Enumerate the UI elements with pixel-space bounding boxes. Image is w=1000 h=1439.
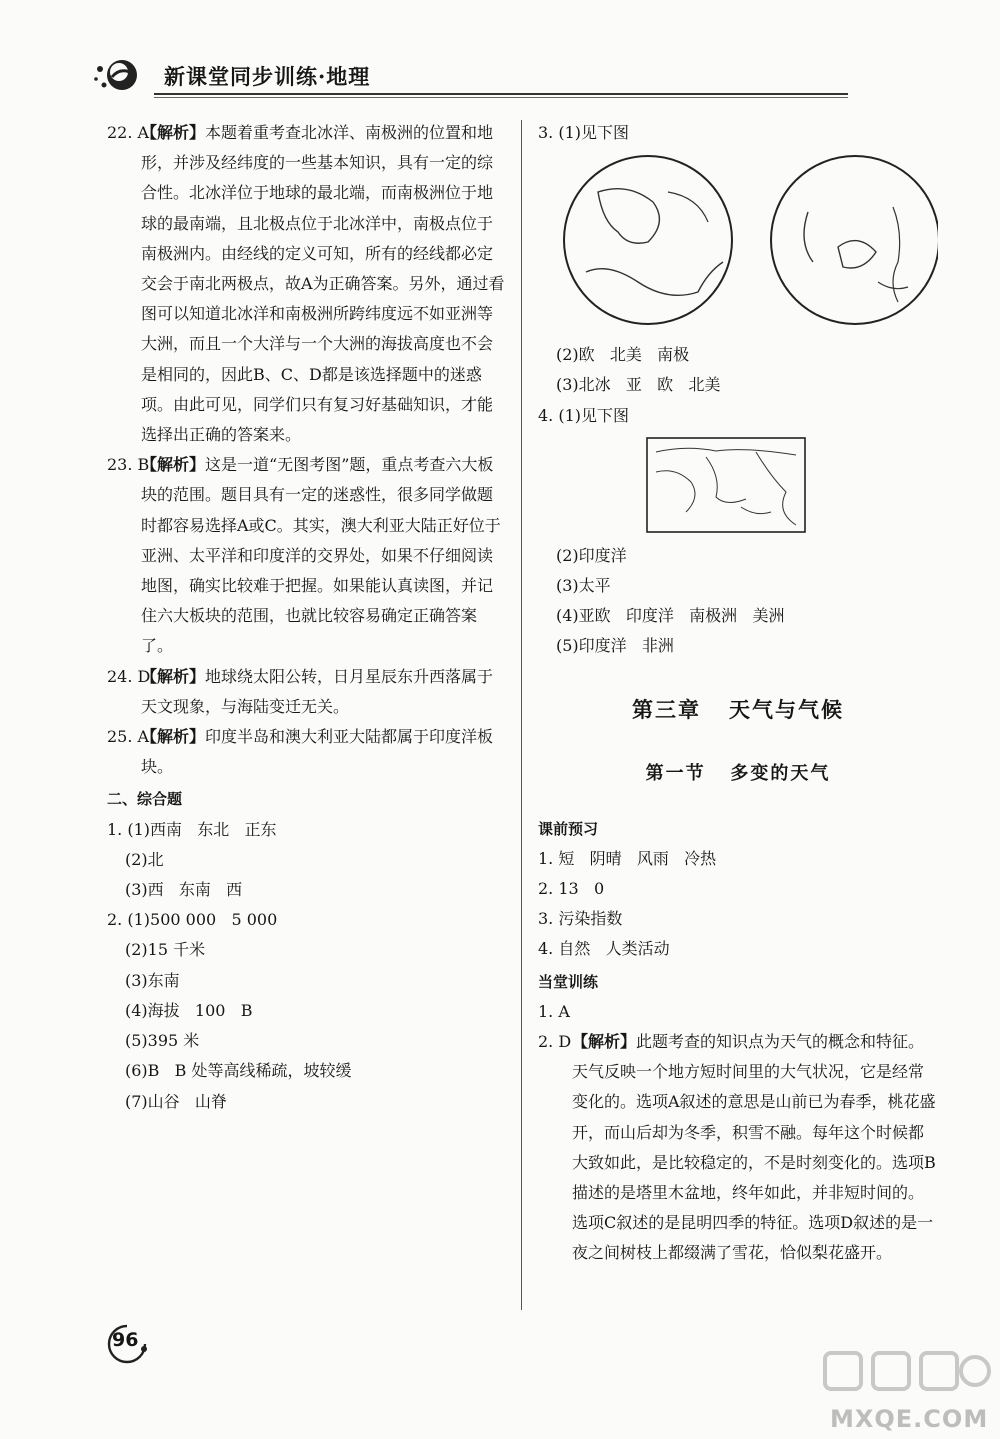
answer-number: 25. A: [107, 727, 150, 747]
analysis-text: 印度半岛和澳大利亚大陆都属于印度洋板块。: [141, 727, 494, 777]
answer-line: (2)15 千米: [125, 940, 206, 960]
answer-line: (5)印度洋 非洲: [556, 636, 674, 656]
answer-line: (3)北冰 亚 欧 北美: [556, 375, 721, 395]
answer-2: [538, 1027, 938, 1269]
answer-line: (2)印度洋: [556, 545, 627, 565]
answer-line: (5)395 米: [125, 1031, 200, 1051]
header-rule-thin: [154, 97, 848, 98]
answer-line: 1. (1)西南 东北 正东: [107, 819, 277, 839]
analysis-text: 这是一道“无图考图”题，重点考查六大板块的范围。题目具有一定的迷惑性，很多同学做题时都容易选择A或C。其实，澳大利亚大陆正好位于亚洲、太平洋和印度洋的交界处，如果不仔细阅读地图，确实比较难于把握。如果能认真读图，并记住六大板块的范围，也就比较容易确定正确答案了。: [141, 455, 501, 656]
column-divider: [521, 120, 522, 1310]
section-title: 第一节 多变的天气: [645, 762, 831, 784]
analysis-text: 地球绕太阳公转，日月星辰东升西落属于天文现象，与海陆变迁无关。: [141, 666, 494, 716]
analysis-tag: 【解析】: [141, 727, 206, 747]
hemisphere-globes: [558, 152, 938, 332]
watermark-text: MXQE.COM: [830, 1405, 989, 1433]
answer-line: 3. (1)见下图: [538, 123, 630, 142]
section-heading: 二、综合题: [107, 790, 183, 809]
answer-22: [107, 118, 507, 450]
answer-line: (4)海拔 100 B: [125, 1000, 253, 1020]
answer-line: 1. A: [538, 1001, 570, 1021]
answer-line: (6)B B 处等高线稀疏，坡较缓: [125, 1061, 352, 1081]
left-column: [107, 118, 507, 1117]
right-column: [538, 118, 938, 1269]
answer-23: [107, 450, 507, 661]
answer-line: (2)北: [125, 849, 164, 869]
answer-line: 4. (1)见下图: [538, 405, 630, 425]
analysis-text: 本题着重考查北冰洋、南极洲的位置和地形，并涉及经纬度的一些基本知识，具有一定的综合性。北冰洋位于地球的最北端，而南极洲位于地球的最南端，且北极点位于北冰洋中，南极点位于南极洲内。由经线的定义可知，所有的经线都必定交会于南北两极点，故A为正确答案。另外，通过看图可以知道北冰洋和南极洲所跨纬度远不如亚洲等大洲，而且一个大洋与一个大洲的海拔高度也不会是相同的，因此B、C、D都是该选择题中的迷惑项。由此可见，同学们只有复习好基础知识，才能选择出正确的答案来。: [141, 123, 505, 445]
answer-number: 23. B: [107, 455, 150, 475]
answer-24: [107, 662, 507, 722]
answer-number: 24. D: [107, 666, 151, 686]
hemisphere-figure: [558, 152, 938, 332]
answer-line: (3)东南: [125, 970, 180, 990]
answer-line: 4. 自然 人类活动: [538, 939, 670, 959]
chapter-title: 第三章 天气与气候: [632, 696, 844, 722]
answer-line: (3)太平: [556, 576, 611, 596]
answer-line: (2)欧 北美 南极: [556, 345, 690, 365]
header-rule: [154, 93, 848, 95]
analysis-tag: 【解析】: [141, 455, 206, 475]
analysis-text: 此题考查的知识点为天气的概念和特征。天气反映一个地方短时间里的大气状况，它是经常变化的。选项A叙述的意思是山前已为春季，桃花盛开，而山后却为冬季，积雪不融。每年这个时候都大致如此，是比较稳定的，不是时刻变化的。选项B描述的是塔里木盆地，终年如此，并非短时间的。选项C叙述的是昆明四季的特征。选项D叙述的是一夜之间树枝上都缀满了雪花，恰似梨花盛开。: [572, 1032, 936, 1263]
subsection-heading: 当堂训练: [538, 972, 599, 991]
analysis-tag: 【解析】: [141, 666, 206, 686]
answer-line: 3. 污染指数: [538, 909, 623, 929]
answer-line: 1. 短 阴晴 风雨 冷热: [538, 848, 717, 868]
plate-map: [646, 437, 806, 533]
series-logo-icon: [92, 55, 154, 95]
answer-line: (4)亚欧 印度洋 南极洲 美洲: [556, 606, 785, 626]
answer-line: (3)西 东南 西: [125, 880, 243, 900]
subsection-heading: 课前预习: [538, 819, 599, 838]
answer-line: (7)山谷 山脊: [125, 1091, 227, 1111]
analysis-tag: 【解析】: [572, 1032, 637, 1052]
analysis-tag: 【解析】: [141, 123, 206, 142]
page-header: [92, 55, 852, 95]
answer-number: 2. D: [538, 1032, 572, 1052]
answer-line: 2. 13 0: [538, 879, 605, 899]
answer-number: 22. A: [107, 123, 150, 142]
book-title: 新课堂同步训练·地理: [164, 64, 371, 89]
answer-25: [107, 722, 507, 782]
page-number: 96: [112, 1329, 139, 1351]
answer-line: 2. (1)500 000 5 000: [107, 910, 278, 930]
plate-map-figure: [646, 437, 806, 533]
